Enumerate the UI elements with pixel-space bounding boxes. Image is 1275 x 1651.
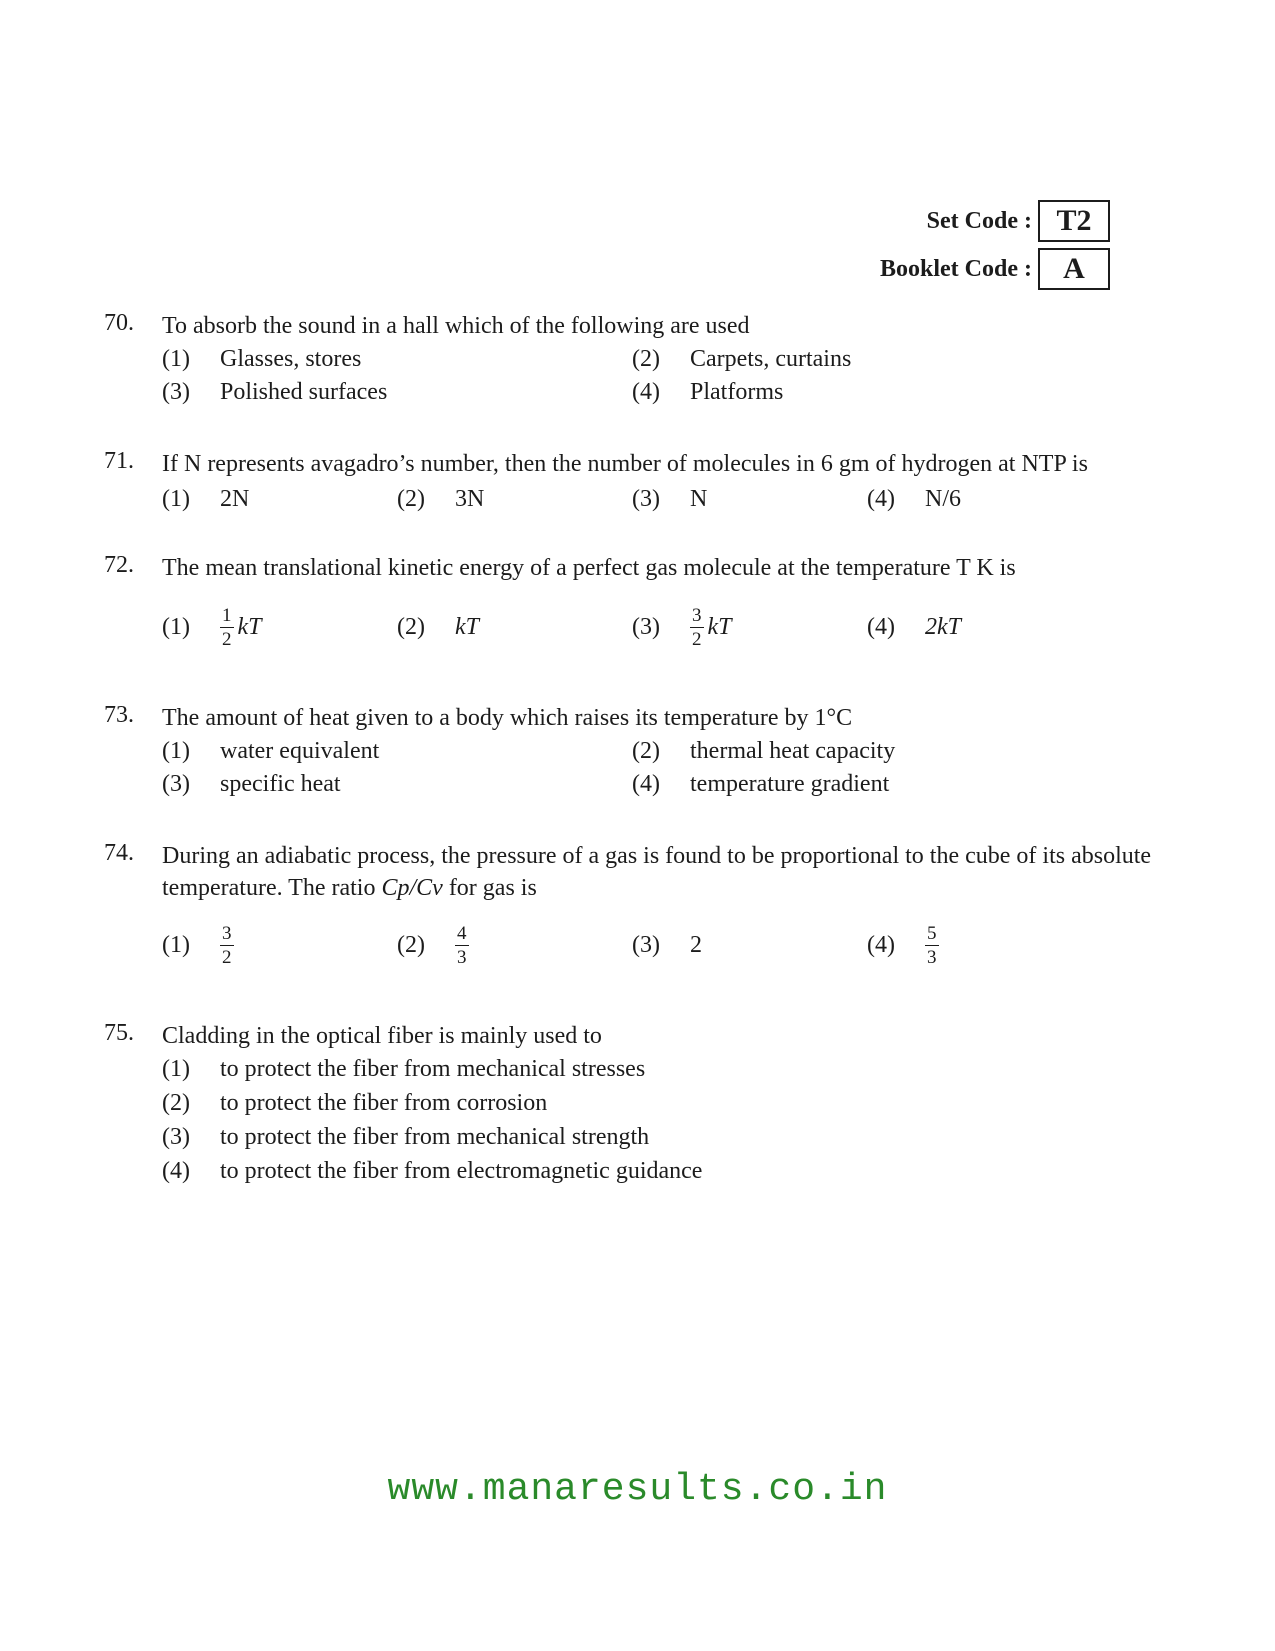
option-label: (4) xyxy=(632,379,660,405)
option-label: (2) xyxy=(162,1090,190,1116)
option-label: (4) xyxy=(867,614,895,640)
question-text xyxy=(162,840,1174,904)
question-74 xyxy=(104,840,1174,967)
option-label: (3) xyxy=(632,932,660,958)
option-1 xyxy=(162,486,397,513)
option-2 xyxy=(397,614,632,641)
question-72 xyxy=(104,552,1174,649)
option-3 xyxy=(162,379,632,406)
header-codes xyxy=(880,200,1110,296)
fraction xyxy=(690,606,704,649)
question-text: The mean translational kinetic energy of a perfect gas molecule at the temperature T K is xyxy=(162,555,1016,581)
fraction xyxy=(455,924,469,967)
option-3 xyxy=(632,932,867,959)
option-label: (3) xyxy=(632,486,660,512)
footer-url: www.manaresults.co.in xyxy=(387,1468,888,1511)
option-label: (2) xyxy=(397,932,425,958)
numerator: 1 xyxy=(222,605,232,626)
option-label: (2) xyxy=(632,738,660,764)
option-text: water equivalent xyxy=(220,738,380,764)
question-text: To absorb the sound in a hall which of the following are used xyxy=(162,313,750,339)
option-4 xyxy=(632,379,1102,406)
option-label: (2) xyxy=(397,614,425,640)
option-text: 3N xyxy=(455,486,485,512)
numerator: 5 xyxy=(927,923,937,944)
question-number: 73. xyxy=(104,702,134,728)
option-text: to protect the fiber from mechanical stresses xyxy=(220,1056,646,1082)
option-label: (3) xyxy=(162,1124,190,1150)
option-label: (1) xyxy=(162,486,190,512)
option-label: (2) xyxy=(397,486,425,512)
option-text: kT xyxy=(455,614,479,640)
question-number: 72. xyxy=(104,552,134,578)
option-label: (3) xyxy=(162,771,190,797)
booklet-code-label: Booklet Code : xyxy=(880,255,1032,282)
option-text: 2N xyxy=(220,486,250,512)
option-3 xyxy=(162,1124,1174,1151)
set-code-row xyxy=(880,200,1110,242)
option-1 xyxy=(162,1056,1174,1083)
math-suffix: kT xyxy=(707,614,732,640)
option-text: to protect the fiber from corrosion xyxy=(220,1090,548,1116)
option-label: (1) xyxy=(162,614,190,640)
fraction xyxy=(220,606,234,649)
option-4 xyxy=(867,614,1102,641)
question-number: 71. xyxy=(104,448,134,474)
numerator: 3 xyxy=(692,605,702,626)
question-text-math: Cp/Cv xyxy=(381,875,443,901)
option-1 xyxy=(162,738,632,765)
option-text: N/6 xyxy=(925,486,961,512)
question-text: If N represents avagadro’s number, then the number of molecules in 6 gm of hydrogen at NTP is xyxy=(162,451,1088,477)
question-text: Cladding in the optical fiber is mainly used to xyxy=(162,1023,602,1049)
option-4 xyxy=(867,924,1102,967)
fraction xyxy=(925,924,939,967)
denominator: 3 xyxy=(927,947,937,968)
option-1 xyxy=(162,924,397,967)
option-4 xyxy=(162,1158,1174,1185)
option-3 xyxy=(632,606,867,649)
question-75 xyxy=(104,1020,1174,1192)
option-math xyxy=(220,606,262,649)
option-2 xyxy=(632,738,1102,765)
option-label: (1) xyxy=(162,346,190,372)
option-3 xyxy=(632,486,867,513)
option-label: (1) xyxy=(162,738,190,764)
option-label: (1) xyxy=(162,932,190,958)
option-text: temperature gradient xyxy=(690,771,890,797)
option-text: N xyxy=(690,486,708,512)
question-text: The amount of heat given to a body which raises its temperature by 1°C xyxy=(162,705,853,731)
question-text-post: for gas is xyxy=(442,875,537,901)
option-2 xyxy=(397,924,632,967)
question-73 xyxy=(104,702,1174,798)
option-label: (3) xyxy=(632,614,660,640)
option-text: Platforms xyxy=(690,379,784,405)
option-label: (4) xyxy=(867,486,895,512)
option-math xyxy=(690,606,732,649)
option-label: (4) xyxy=(632,771,660,797)
option-4 xyxy=(867,486,1102,513)
denominator: 3 xyxy=(457,947,467,968)
option-2 xyxy=(397,486,632,513)
option-label: (3) xyxy=(162,379,190,405)
math-suffix: kT xyxy=(237,614,262,640)
option-label: (2) xyxy=(632,346,660,372)
question-71 xyxy=(104,448,1174,513)
option-text: Glasses, stores xyxy=(220,346,362,372)
option-text: 2 xyxy=(690,932,702,958)
question-70 xyxy=(104,310,1174,406)
option-text: to protect the fiber from electromagnetic guidance xyxy=(220,1158,703,1184)
denominator: 2 xyxy=(222,947,232,968)
option-label: (1) xyxy=(162,1056,190,1082)
option-3 xyxy=(162,771,632,798)
option-text: Polished surfaces xyxy=(220,379,388,405)
option-1 xyxy=(162,606,397,649)
denominator: 2 xyxy=(692,629,702,650)
fraction xyxy=(220,924,234,967)
option-text: specific heat xyxy=(220,771,341,797)
booklet-code-box: A xyxy=(1038,248,1110,290)
set-code-label: Set Code : xyxy=(926,207,1032,234)
question-number: 74. xyxy=(104,840,134,866)
option-2 xyxy=(632,346,1102,373)
option-2 xyxy=(162,1090,1174,1117)
denominator: 2 xyxy=(222,629,232,650)
option-4 xyxy=(632,771,1102,798)
option-1 xyxy=(162,346,632,373)
numerator: 4 xyxy=(457,923,467,944)
booklet-code-row xyxy=(880,248,1110,290)
question-number: 70. xyxy=(104,310,134,336)
question-number: 75. xyxy=(104,1020,134,1046)
option-text: thermal heat capacity xyxy=(690,738,896,764)
option-text: to protect the fiber from mechanical strength xyxy=(220,1124,650,1150)
question-text-pre: During an adiabatic process, the pressure of a gas is found to be proportional to the cube of its absolute temperature. The ratio xyxy=(162,843,1152,901)
option-label: (4) xyxy=(867,932,895,958)
option-text: Carpets, curtains xyxy=(690,346,852,372)
set-code-box: T2 xyxy=(1038,200,1110,242)
option-text: 2kT xyxy=(925,614,961,640)
option-label: (4) xyxy=(162,1158,190,1184)
numerator: 3 xyxy=(222,923,232,944)
